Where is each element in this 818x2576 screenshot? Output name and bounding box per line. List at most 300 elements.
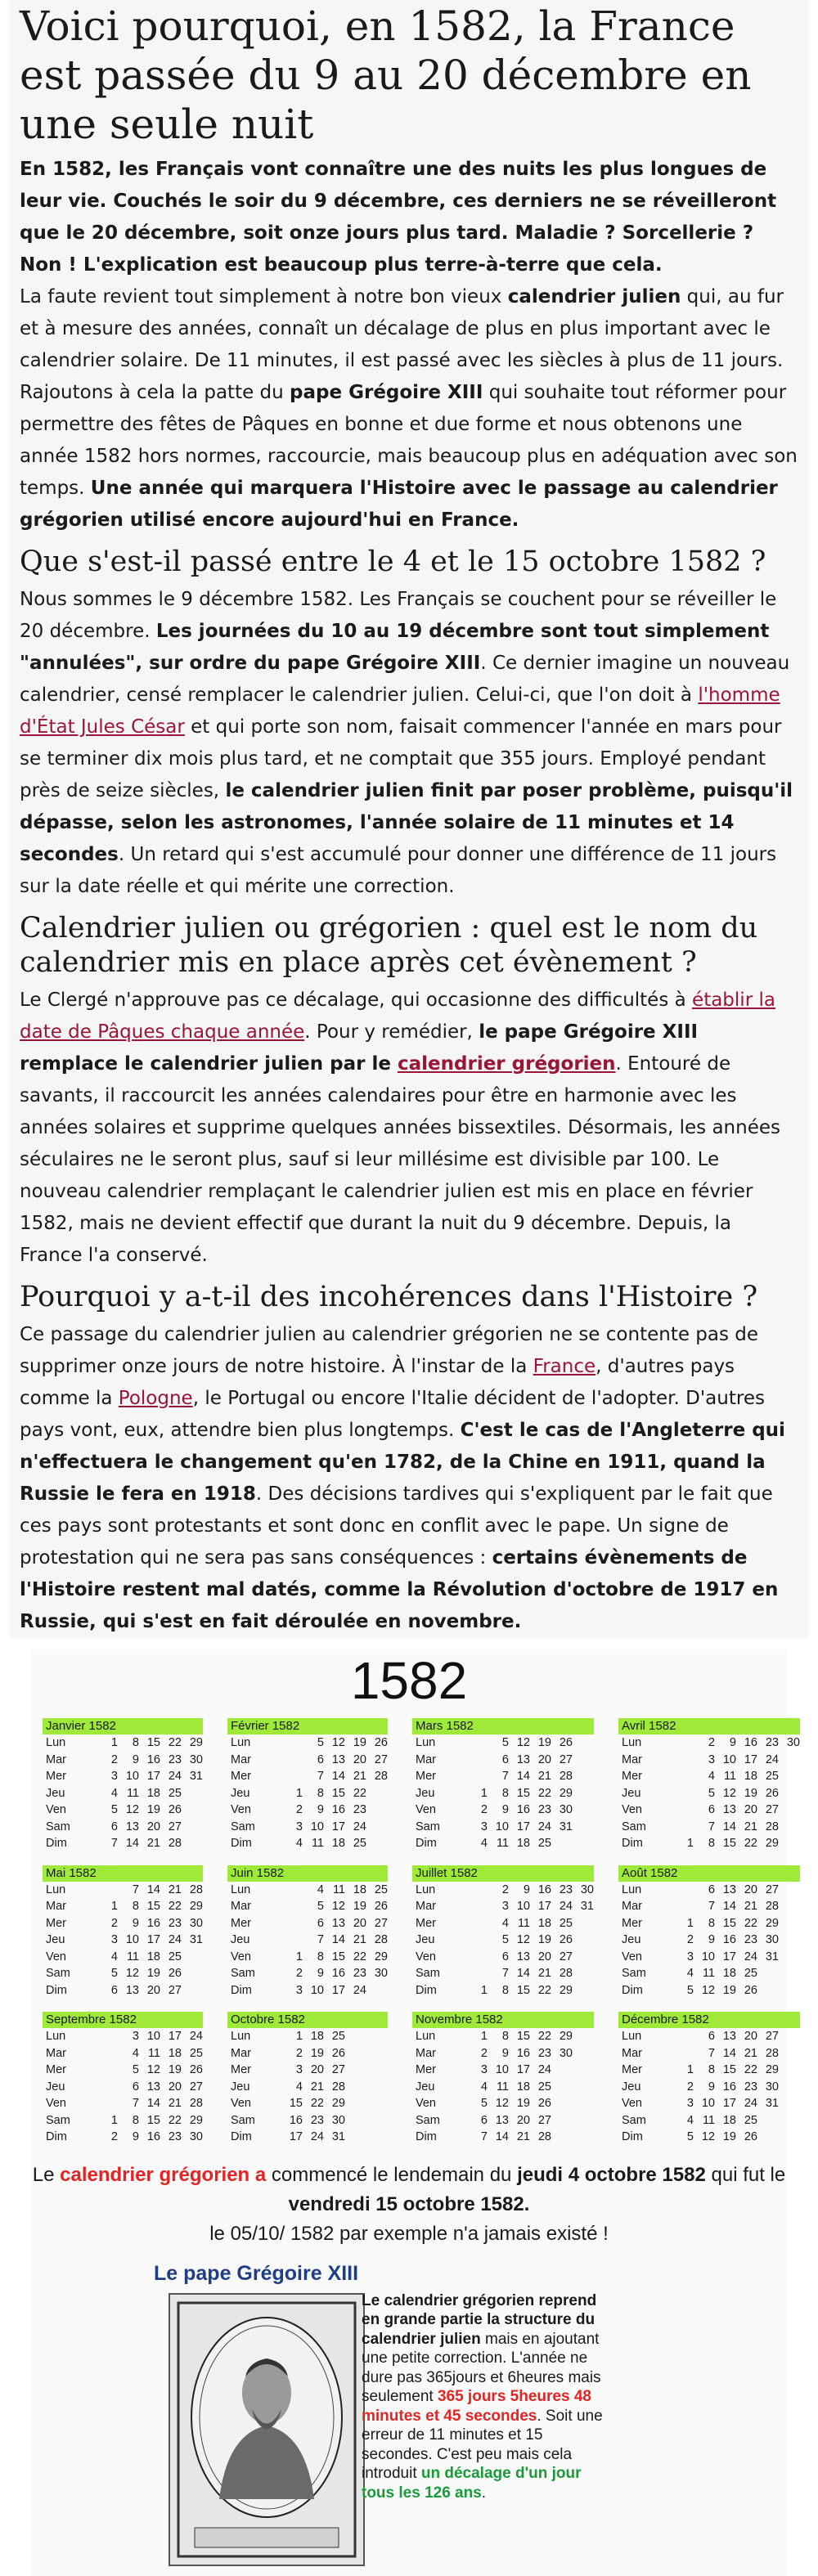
- day-number: 1: [110, 2113, 118, 2127]
- day-number: 8: [501, 2030, 509, 2043]
- day-number: [466, 1735, 488, 1752]
- month-box: [412, 2012, 594, 2146]
- day-number: 22: [744, 1916, 757, 1930]
- day-number: 13: [516, 1950, 530, 1963]
- day-number: [182, 1802, 203, 1819]
- day-number: 19: [146, 1967, 160, 1980]
- heading-incoherences: Pourquoi y a-t-il des incohérences dans l'Histoire ?: [20, 1281, 758, 1313]
- month-row: [618, 1882, 800, 1899]
- weekday-label: Ven: [416, 1803, 436, 1816]
- day-number: 21: [353, 1933, 366, 1946]
- month-row: [227, 1932, 388, 1949]
- day-number: 23: [537, 2046, 551, 2060]
- day-number: [672, 1768, 694, 1785]
- day-number: 1: [295, 1950, 303, 1963]
- day-number: [97, 1882, 118, 1899]
- month-header: Janvier 1582: [43, 1718, 203, 1735]
- month-row: [43, 1882, 203, 1899]
- day-number: 23: [353, 1803, 366, 1816]
- month-row: [43, 1752, 203, 1769]
- day-number: 29: [374, 1950, 388, 1963]
- month-row: [227, 1752, 388, 1769]
- weekday-label: Mer: [416, 1916, 436, 1930]
- day-number: 5: [110, 1967, 118, 1980]
- day-number: 6: [501, 1950, 509, 1963]
- weekday-label: Dim: [622, 2130, 643, 2143]
- heading-calendar-name: Calendrier julien ou grégorien : quel est le nom du calendrier mis en place après cet évènement ?: [20, 912, 758, 979]
- weekday-label: Lun: [622, 1883, 642, 1896]
- day-number: 18: [146, 1950, 160, 1963]
- day-number: 23: [559, 1883, 573, 1896]
- day-number: [466, 1932, 488, 1949]
- day-number: 4: [501, 1916, 509, 1930]
- month-row: [618, 2062, 800, 2079]
- day-number: 24: [537, 1820, 551, 1833]
- weekday-label: Dim: [622, 1837, 643, 1850]
- day-number: 2: [110, 1916, 118, 1930]
- month-row: [618, 1752, 800, 1769]
- day-number: 23: [744, 2080, 757, 2094]
- day-number: [281, 1915, 303, 1932]
- day-number: 6: [317, 1916, 324, 1930]
- day-number: 14: [722, 1900, 736, 1913]
- month-row: [618, 2095, 800, 2112]
- day-number: 19: [353, 1736, 366, 1749]
- day-number: 16: [516, 1803, 530, 1816]
- day-number: 19: [516, 2097, 530, 2110]
- month-header: Avril 1582: [618, 1718, 800, 1735]
- day-number: 11: [702, 1967, 715, 1980]
- weekday-label: Jeu: [622, 2080, 641, 2094]
- month-header: Septembre 1582: [43, 2012, 203, 2028]
- day-number: 8: [132, 2113, 139, 2127]
- day-number: 12: [722, 1786, 736, 1800]
- day-number: 8: [132, 1736, 139, 1749]
- day-number: 18: [722, 2113, 736, 2127]
- month-row: [412, 1949, 594, 1966]
- weekday-label: Jeu: [231, 2080, 250, 2094]
- day-number: 30: [765, 1933, 779, 1946]
- day-number: 1: [480, 2030, 488, 2043]
- weekday-label: Mar: [231, 1752, 251, 1766]
- day-number: 21: [537, 1770, 551, 1783]
- day-number: 17: [146, 1770, 160, 1783]
- day-number: 28: [331, 2080, 345, 2094]
- day-number: 2: [110, 2130, 118, 2143]
- day-number: 16: [516, 2046, 530, 2060]
- month-row: [618, 1965, 800, 1982]
- day-number: 22: [168, 1900, 182, 1913]
- day-number: 7: [317, 1933, 324, 1946]
- day-number: 20: [516, 2113, 530, 2127]
- day-number: 4: [686, 2113, 694, 2127]
- weekday-label: Sam: [231, 2113, 255, 2127]
- day-number: [466, 1752, 488, 1769]
- day-number: 28: [765, 2046, 779, 2060]
- day-number: [97, 2079, 118, 2096]
- day-number: 13: [722, 1803, 736, 1816]
- day-number: 10: [701, 2097, 715, 2110]
- day-number: 19: [310, 2046, 324, 2060]
- day-number: 10: [310, 1820, 324, 1833]
- day-number: 10: [495, 2063, 509, 2076]
- weekday-label: Jeu: [416, 1933, 435, 1946]
- month-row: [227, 1882, 388, 1899]
- day-number: 12: [495, 2097, 509, 2110]
- day-number: 31: [189, 1933, 203, 1946]
- day-number: 11: [496, 2080, 509, 2094]
- day-number: 22: [168, 2113, 182, 2127]
- day-number: 20: [146, 1983, 160, 1997]
- day-number: 21: [310, 2080, 324, 2094]
- day-number: 27: [168, 1820, 182, 1833]
- day-number: 15: [722, 1837, 736, 1850]
- month-header: Octobre 1582: [227, 2012, 388, 2028]
- day-number: [672, 1785, 694, 1802]
- day-number: 22: [310, 2097, 324, 2110]
- month-row: [43, 1915, 203, 1932]
- day-number: 16: [744, 1736, 757, 1749]
- day-number: 9: [132, 2130, 139, 2143]
- day-number: 24: [744, 1950, 757, 1963]
- paragraph-1: La faute revient tout simplement à notre bon vieux calendrier julien qui, au fur et à mesure des années, connaît un décalage de plus en plus important avec le calendrier solaire. De 11 minutes, il est passé avec les siècles à plus de 11 jours. Rajoutons à cela la patte du pape Grégoire XIII qui souhaite tout réformer pour permettre des fêtes de Pâques en bonne et due forme et nous obtenons une année 1582 hors normes, raccourcie, mais beaucoup plus en adéquation avec son temps. Une année qui marquera l'Histoire avec le passage au calendrier grégorien utilisé encore aujourd'hui en France.: [20, 286, 798, 531]
- day-number: 2: [708, 1736, 715, 1749]
- day-number: [281, 1882, 303, 1899]
- weekday-label: Dim: [622, 1983, 643, 1997]
- day-number: 13: [722, 1883, 736, 1896]
- day-number: 12: [125, 1803, 139, 1816]
- day-number: 9: [523, 1883, 530, 1896]
- day-number: 25: [744, 2113, 757, 2127]
- day-number: 31: [580, 1900, 594, 1913]
- day-number: 31: [331, 2130, 345, 2143]
- day-number: [281, 1752, 303, 1769]
- day-number: 6: [317, 1752, 324, 1766]
- day-number: 29: [765, 1916, 779, 1930]
- day-number: 23: [168, 2130, 182, 2143]
- weekday-label: Mar: [46, 1900, 66, 1913]
- day-number: [466, 1882, 488, 1899]
- day-number: 21: [168, 1883, 182, 1896]
- day-number: 27: [765, 1883, 779, 1896]
- month-row: [412, 1898, 594, 1915]
- day-number: 4: [295, 2080, 303, 2094]
- paragraph-2: Nous sommes le 9 décembre 1582. Les Français se couchent pour se réveiller le 20 décembre. Les journées du 10 au 19 décembre sont tout simplement "annulées", sur ordre du pape Grégoire XIII. Ce dernier imagine un nouveau calendrier, censé remplacer le calendrier julien. Celui-ci, que l'on doit à l'homme d'État Jules César et qui porte son nom, faisait commencer l'année en mars pour se terminer dix mois plus tard, et ne comptait que 355 jours. Employé pendant près de seize siècles, le calendrier julien finit par poser problème, puisqu'il dépasse, selon les astronomes, l'année solaire de 11 minutes et 14 secondes. Un retard qui s'est accumulé pour donner une différence de 11 jours sur la date réelle et qui mérite une correction.: [20, 589, 793, 897]
- day-number: 7: [317, 1770, 324, 1783]
- day-number: 31: [189, 1770, 203, 1783]
- day-number: 26: [744, 1983, 757, 1997]
- month-row: [43, 2112, 203, 2129]
- day-number: 27: [374, 1916, 388, 1930]
- day-number: 24: [537, 2063, 551, 2076]
- day-number: 25: [168, 1950, 182, 1963]
- link-date-paques[interactable]: établir la date de Pâques chaque année: [20, 990, 775, 1043]
- day-number: 25: [353, 1837, 366, 1850]
- day-number: 18: [744, 1770, 757, 1783]
- day-number: 30: [580, 1883, 594, 1896]
- day-number: 25: [331, 2030, 345, 2043]
- month-box: [43, 1718, 203, 1852]
- weekday-label: Ven: [231, 1950, 251, 1963]
- heading-october: Que s'est-il passé entre le 4 et le 15 octobre 1582 ?: [20, 545, 766, 578]
- day-number: 19: [146, 1803, 160, 1816]
- weekday-label: Lun: [231, 1883, 251, 1896]
- day-number: 12: [125, 1967, 139, 1980]
- month-row: [618, 1915, 800, 1932]
- day-number: [182, 1965, 203, 1982]
- day-number: 5: [686, 2130, 694, 2143]
- day-number: [466, 1965, 488, 1982]
- day-number: [672, 2028, 694, 2045]
- day-number: 5: [480, 2097, 488, 2110]
- day-number: 30: [189, 1916, 203, 1930]
- day-number: [466, 1949, 488, 1966]
- day-number: 2: [686, 1933, 694, 1946]
- day-number: 10: [125, 1933, 139, 1946]
- day-number: 21: [168, 2097, 182, 2110]
- day-number: 27: [189, 2080, 203, 2094]
- month-row: [618, 2112, 800, 2129]
- day-number: 15: [722, 2063, 736, 2076]
- weekday-label: Dim: [416, 1983, 437, 1997]
- day-number: 18: [310, 2030, 324, 2043]
- weekday-label: Ven: [46, 1950, 66, 1963]
- paragraph-4: Ce passage du calendrier julien au calendrier grégorien ne se contente pas de supprimer onze jours de notre histoire. À l'instar de la France, d'autres pays comme la Pologne, le Portugal ou encore l'Italie décident de l'adopter. D'autres pays vont, eux, attendre bien plus longtemps. C'est le cas de l'Angleterre qui n'effectuera le changement qu'en 1782, de la Chine en 1911, quand la Russie le fera en 1918. Des décisions tardives qui s'expliquent par le fait que ces pays sont protestants et sont donc en conflit avec le pape. Un signe de protestation qui ne sera pas sans conséquences : certains évènements de l'Histoire restent mal datés, comme la Révolution d'octobre de 1917 en Russie, qui s'est en fait déroulée en novembre.: [20, 1324, 785, 1632]
- day-number: 7: [132, 2097, 139, 2110]
- month-row: [43, 1802, 203, 1819]
- day-number: 3: [686, 2097, 694, 2110]
- weekday-label: Mar: [622, 1752, 642, 1766]
- weekday-label: Dim: [46, 2130, 67, 2143]
- day-number: 11: [496, 1837, 509, 1850]
- month-row: [227, 1965, 388, 1982]
- day-number: [551, 2079, 573, 2096]
- day-number: [182, 1949, 203, 1966]
- month-box: [43, 2012, 203, 2146]
- weekday-label: Jeu: [46, 1933, 65, 1946]
- day-number: [97, 2028, 118, 2045]
- link-jules-cesar[interactable]: l'homme d'État Jules César: [20, 684, 780, 738]
- day-number: 22: [537, 1983, 551, 1997]
- weekday-label: Dim: [416, 1837, 437, 1850]
- day-number: 10: [310, 1983, 324, 1997]
- day-number: 23: [537, 1803, 551, 1816]
- day-number: 22: [353, 1950, 366, 1963]
- day-number: 11: [147, 2046, 160, 2060]
- day-number: 7: [501, 1967, 509, 1980]
- day-number: 21: [516, 2130, 530, 2143]
- weekday-label: Sam: [416, 1820, 440, 1833]
- day-number: 12: [701, 2130, 715, 2143]
- day-number: 14: [495, 2130, 509, 2143]
- day-number: 3: [295, 2063, 303, 2076]
- month-row: [227, 2045, 388, 2062]
- day-number: 5: [132, 2063, 139, 2076]
- day-number: 16: [146, 1752, 160, 1766]
- day-number: 29: [559, 1983, 573, 1997]
- day-number: 17: [168, 2030, 182, 2043]
- month-row: [412, 2045, 594, 2062]
- link-calendrier-gregorien[interactable]: calendrier grégorien: [398, 1053, 616, 1075]
- months-grid: [31, 1712, 800, 2146]
- day-number: 29: [189, 1736, 203, 1749]
- day-number: 3: [686, 1950, 694, 1963]
- day-number: 29: [331, 2097, 345, 2110]
- paragraph-3: Le Clergé n'approuve pas ce décalage, qui occasionne des difficultés à établir la date de Pâques chaque année. Pour y remédier, le pape Grégoire XIII remplace le calendrier julien par le calendrier grégorien. Entouré de savants, il raccourcit les années calendaires pour être en harmonie avec les années solaires et supprime quelques années bissextiles. Désormais, les années séculaires ne le seront plus, sauf si leur millésime est divisible par 100. Le nouveau calendrier remplaçant le calendrier julien est mis en place en février 1582, mais ne devient effectif que durant la nuit du 9 décembre. Depuis, la France l'a conservé.: [20, 990, 780, 1266]
- weekday-label: Mer: [231, 2063, 251, 2076]
- day-number: 16: [331, 1803, 345, 1816]
- weekday-label: Jeu: [231, 1933, 250, 1946]
- day-number: 2: [295, 2046, 303, 2060]
- day-number: 10: [125, 1770, 139, 1783]
- day-number: 9: [501, 1803, 509, 1816]
- day-number: 17: [537, 1900, 551, 1913]
- day-number: 26: [559, 1736, 573, 1749]
- weekday-label: Mar: [416, 1752, 436, 1766]
- day-number: 20: [353, 1752, 366, 1766]
- link-france[interactable]: France: [533, 1356, 596, 1377]
- day-number: 22: [537, 1786, 551, 1800]
- day-number: 26: [331, 2046, 345, 2060]
- day-number: [281, 1768, 303, 1785]
- day-number: 17: [722, 2097, 736, 2110]
- month-row: [43, 1785, 203, 1802]
- month-row: [618, 1982, 800, 1999]
- day-number: 6: [110, 1820, 118, 1833]
- day-number: 20: [744, 1803, 757, 1816]
- day-number: 15: [516, 1983, 530, 1997]
- day-number: 7: [708, 1900, 715, 1913]
- day-number: 26: [374, 1900, 388, 1913]
- day-number: 8: [708, 1916, 715, 1930]
- day-number: 25: [374, 1883, 388, 1896]
- weekday-label: Lun: [416, 1883, 436, 1896]
- day-number: [672, 1802, 694, 1819]
- day-number: 1: [110, 1900, 118, 1913]
- day-number: 2: [480, 2046, 488, 2060]
- link-pologne[interactable]: Pologne: [118, 1388, 193, 1409]
- day-number: 12: [701, 1983, 715, 1997]
- month-row: [412, 2028, 594, 2045]
- month-row: [618, 1949, 800, 1966]
- day-number: 30: [765, 2080, 779, 2094]
- month-row: [412, 1785, 594, 1802]
- month-box: [618, 2012, 800, 2146]
- weekday-label: Sam: [46, 1820, 70, 1833]
- day-number: 26: [537, 2097, 551, 2110]
- weekday-label: Lun: [416, 1736, 436, 1749]
- day-number: 28: [168, 1837, 182, 1850]
- month-row: [412, 2112, 594, 2129]
- weekday-label: Dim: [416, 2130, 437, 2143]
- day-number: 17: [722, 1950, 736, 1963]
- day-number: 11: [723, 1770, 736, 1783]
- month-row: [43, 1768, 203, 1785]
- month-row: [618, 1835, 800, 1852]
- day-number: [182, 1819, 203, 1836]
- weekday-label: Sam: [46, 2113, 70, 2127]
- weekday-label: Mer: [231, 1770, 251, 1783]
- month-row: [227, 2129, 388, 2146]
- day-number: 18: [722, 1967, 736, 1980]
- weekday-label: Ven: [231, 2097, 251, 2110]
- day-number: 28: [559, 1967, 573, 1980]
- day-number: 10: [722, 1752, 736, 1766]
- day-number: 23: [744, 1933, 757, 1946]
- day-number: 26: [189, 2063, 203, 2076]
- day-number: 26: [168, 1803, 182, 1816]
- day-number: 29: [765, 1837, 779, 1850]
- day-number: 4: [708, 1770, 715, 1783]
- day-number: 30: [559, 1803, 573, 1816]
- day-number: [551, 2062, 573, 2079]
- day-number: 17: [331, 1983, 345, 1997]
- day-number: [97, 2095, 118, 2112]
- day-number: 14: [125, 1837, 139, 1850]
- day-number: 19: [537, 1736, 551, 1749]
- month-header: Mai 1582: [43, 1865, 203, 1882]
- article-title: Voici pourquoi, en 1582, la France est passée du 9 au 20 décembre en une seule nuit: [20, 2, 752, 148]
- weekday-label: Mar: [46, 1752, 66, 1766]
- day-number: 27: [559, 1950, 573, 1963]
- month-row: [618, 1785, 800, 1802]
- day-number: [779, 1768, 800, 1785]
- weekday-label: Lun: [46, 2030, 66, 2043]
- weekday-label: Mar: [622, 1900, 642, 1913]
- weekday-label: Mer: [622, 1916, 642, 1930]
- month-row: [43, 1965, 203, 1982]
- month-row: [43, 1898, 203, 1915]
- day-number: 11: [126, 1786, 139, 1800]
- month-row: [412, 1835, 594, 1852]
- month-row: [618, 1802, 800, 1819]
- day-number: 8: [501, 1786, 509, 1800]
- month-box: [43, 1865, 203, 1999]
- day-number: 5: [501, 1736, 509, 1749]
- weekday-label: Sam: [622, 1967, 646, 1980]
- day-number: 8: [708, 1837, 715, 1850]
- day-number: 21: [537, 1967, 551, 1980]
- month-box: [412, 1718, 594, 1852]
- calendar-figure: [31, 1649, 800, 2576]
- weekday-label: Jeu: [46, 1786, 65, 1800]
- day-number: 25: [537, 1837, 551, 1850]
- month-box: [412, 1865, 594, 1999]
- day-number: [672, 2045, 694, 2062]
- day-number: 26: [374, 1736, 388, 1749]
- weekday-label: Lun: [622, 1736, 642, 1749]
- day-number: 13: [146, 2080, 160, 2094]
- weekday-label: Sam: [231, 1967, 255, 1980]
- day-number: 14: [722, 2046, 736, 2060]
- day-number: 15: [146, 1900, 160, 1913]
- day-number: 18: [146, 1786, 160, 1800]
- day-number: 9: [708, 2080, 715, 2094]
- day-number: 27: [168, 1983, 182, 1997]
- day-number: 2: [480, 1803, 488, 1816]
- day-number: 16: [331, 1967, 345, 1980]
- weekday-label: Ven: [622, 1803, 642, 1816]
- day-number: [757, 2112, 779, 2129]
- weekday-label: Ven: [416, 2097, 436, 2110]
- day-number: [366, 1819, 388, 1836]
- day-number: 17: [744, 1752, 757, 1766]
- day-number: 1: [480, 1983, 488, 1997]
- day-number: 4: [480, 1837, 488, 1850]
- day-number: 1: [480, 1786, 488, 1800]
- day-number: 24: [765, 1752, 779, 1766]
- day-number: [466, 1768, 488, 1785]
